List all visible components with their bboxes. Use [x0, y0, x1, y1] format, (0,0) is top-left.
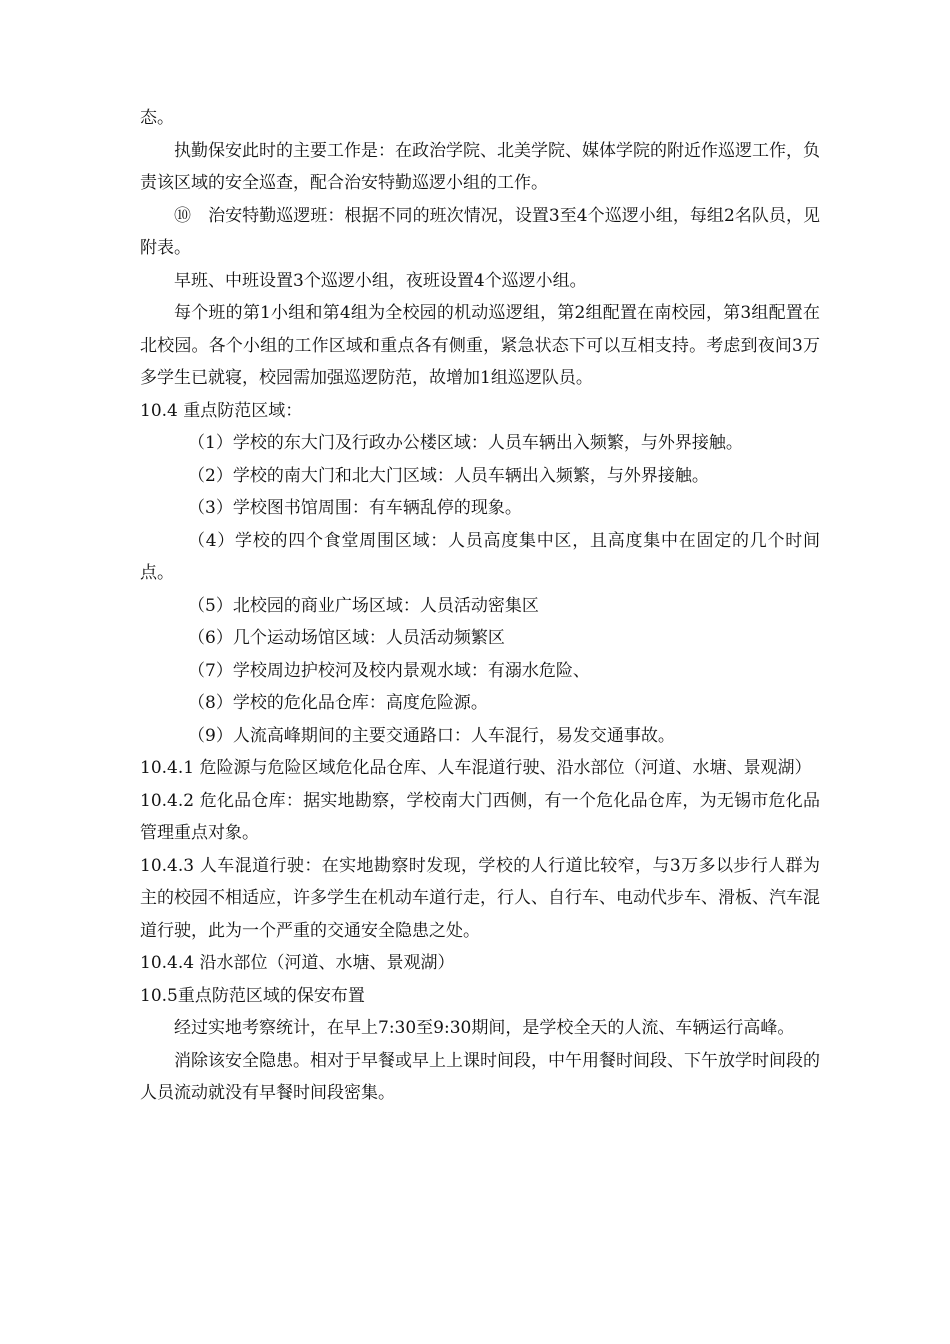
document-body — [140, 102, 820, 1110]
subsection-heading: 10.4.3 人车混道行驶：在实地勘察时发现，学校的人行道比较窄，与3万多以步行人群为主的校园不相适应，许多学生在机动车道行走，行人、自行车、电动代步车、滑板、汽车混道行驶，此为一个严重的交通安全隐患之处。 — [140, 855, 820, 941]
list-item: （6）几个运动场馆区域：人员活动频繁区 — [188, 628, 505, 648]
list-item: （8）学校的危化品仓库：高度危险源。 — [188, 693, 488, 713]
paragraph: 执勤保安此时的主要工作是：在政治学院、北美学院、媒体学院的附近作巡逻工作，负责该区域的安全巡查，配合治安特勤巡逻小组的工作。 — [140, 140, 820, 193]
paragraph: 早班、中班设置3个巡逻小组，夜班设置4个巡逻小组。 — [174, 270, 587, 291]
list-item: （2）学校的南大门和北大门区域：人员车辆出入频繁，与外界接触。 — [188, 465, 709, 486]
list-item: （1）学校的东大门及行政办公楼区域：人员车辆出入频繁，与外界接触。 — [188, 433, 743, 453]
paragraph: 经过实地考察统计，在早上7:30至9:30期间，是学校全天的人流、车辆运行高峰。 — [174, 1018, 795, 1038]
list-item: （7）学校周边护校河及校内景观水域：有溺水危险、 — [188, 660, 590, 681]
list-item: （3）学校图书馆周围：有车辆乱停的现象。 — [188, 498, 522, 518]
list-item: （5）北校园的商业广场区域：人员活动密集区 — [188, 595, 539, 616]
section-heading: 10.4 重点防范区域： — [140, 400, 303, 421]
subsection-heading: 10.4.1 危险源与危险区域危化品仓库、人车混道行驶、沿水部位（河道、水塘、景观湖） — [140, 758, 812, 778]
subsection-heading: 10.4.4 沿水部位（河道、水塘、景观湖） — [140, 953, 455, 973]
subsection-heading: 10.4.2 危化品仓库：据实地勘察，学校南大门西侧，有一个危化品仓库，为无锡市危化品管理重点对象。 — [140, 790, 820, 843]
paragraph: 消除该安全隐患。相对于早餐或早上上课时间段，中午用餐时间段、下午放学时间段的人员流动就没有早餐时间段密集。 — [140, 1050, 820, 1103]
list-item: （9）人流高峰期间的主要交通路口：人车混行，易发交通事故。 — [188, 725, 675, 746]
paragraph: ⑩ 治安特勤巡逻班：根据不同的班次情况，设置3至4个巡逻小组，每组2名队员，见附表。 — [140, 205, 820, 258]
paragraph: 每个班的第1小组和第4组为全校园的机动巡逻组，第2组配置在南校园，第3组配置在北校园。各个小组的工作区域和重点各有侧重，紧急状态下可以互相支持。考虑到夜间3万多学生已就寝，校园需加强巡逻防范，故增加1组巡逻队员。 — [140, 303, 820, 388]
section-heading: 10.5重点防范区域的保安布置 — [140, 985, 365, 1006]
list-item: （4）学校的四个食堂周围区域：人员高度集中区，且高度集中在固定的几个时间点。 — [140, 530, 820, 583]
paragraph: 态。 — [140, 108, 174, 128]
